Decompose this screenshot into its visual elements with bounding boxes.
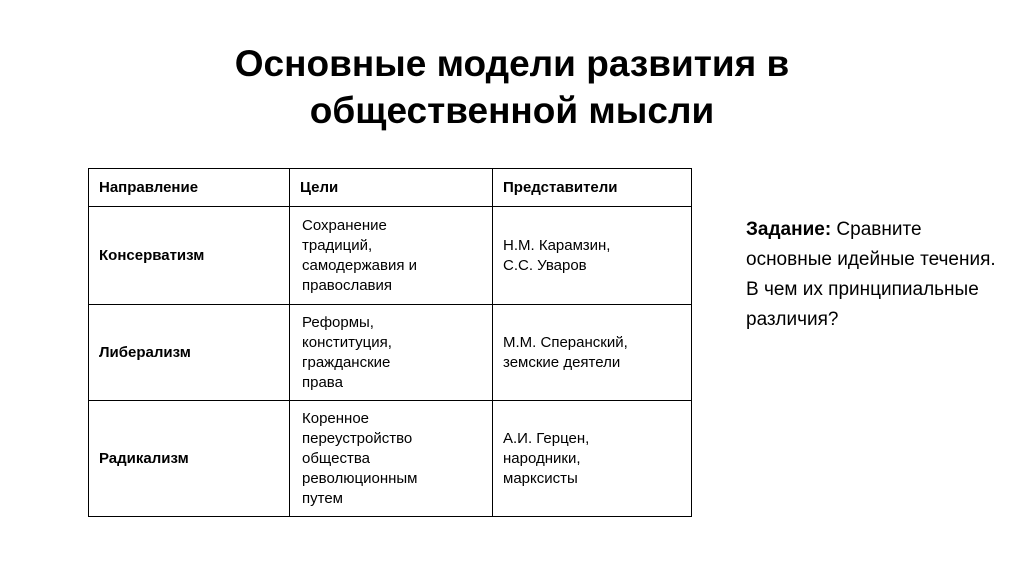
development-models-table — [88, 168, 692, 517]
table-header-row — [89, 169, 692, 207]
slide-title — [0, 40, 1024, 134]
slide-title-line-2: общественной мысли — [309, 90, 715, 131]
table-row — [89, 305, 692, 401]
task-text — [746, 215, 996, 335]
direction-cell: Либерализм — [89, 305, 290, 401]
slide-title-line-1: Основные модели развития в — [234, 43, 790, 84]
task-question: Сравните основные идейные течения. В чем их принципиальные различия? — [746, 219, 996, 330]
representatives-cell: М.М. Сперанский, земские деятели — [493, 305, 692, 401]
representatives-cell: А.И. Герцен, народники, марксисты — [493, 401, 692, 517]
goals-cell: Реформы, конституция, гражданские права — [290, 305, 493, 401]
direction-cell: Консерватизм — [89, 207, 290, 305]
goals-cell: Коренное переустройство общества революционным путем — [290, 401, 493, 517]
goals-cell: Сохранение традиций, самодержавия и православия — [290, 207, 493, 305]
header-representatives: Представители — [493, 169, 692, 207]
table-row — [89, 207, 692, 305]
task-label: Задание: — [746, 219, 832, 240]
header-goals: Цели — [290, 169, 493, 207]
representatives-cell: Н.М. Карамзин, С.С. Уваров — [493, 207, 692, 305]
direction-cell: Радикализм — [89, 401, 290, 517]
header-direction: Направление — [89, 169, 290, 207]
table-row — [89, 401, 692, 517]
